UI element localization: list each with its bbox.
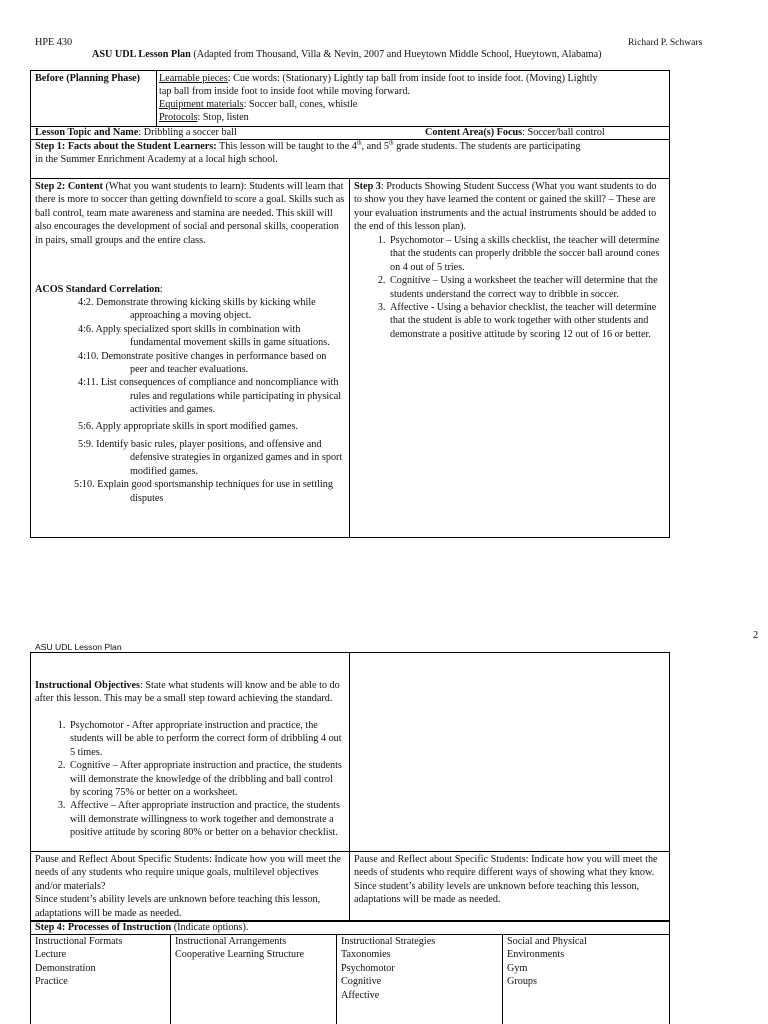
column-header: Instructional Arrangements bbox=[175, 936, 287, 947]
instructional-objectives: Instructional Objectives: State what students will know and be able to do after this lesson. This may be a small step toward achieving the standard. bbox=[35, 680, 340, 705]
instructional-formats-column bbox=[35, 935, 167, 989]
step3-item: 3. Affective - Using a behavior checklist, the teacher will determine that the student is able to work together with other students and demonstrate a positive attitude by scoring 12 out of 16 or better. bbox=[388, 301, 662, 341]
instructional-strategies-column bbox=[341, 935, 499, 1002]
step3-item: 2. Cognitive – Using a worksheet the teacher will determine that the students understand the correct way to dribble in soccer. bbox=[388, 274, 662, 301]
column-item: Taxonomies bbox=[341, 949, 391, 961]
step1-facts: Step 1: Facts about the Student Learners: This lesson will be taught to the 4th, and 5th grade students. The students are participating bbox=[35, 140, 581, 152]
column-header: Instructional Formats bbox=[35, 936, 123, 947]
column-item: Cognitive bbox=[341, 976, 382, 988]
step2-content: Step 2: Content (What you want students to learn): Students will learn that there is more to soccer than getting downfield to score a goal. Skills such as ball control, team mate awareness and stamina are needed. This skill will also encourages the development of social and personal skills, cooperation in pairs, small groups and the entire class. bbox=[35, 181, 345, 246]
acos-label: ACOS Standard Correlation: bbox=[35, 284, 163, 295]
step3-products: Step 3: Products Showing Student Success (What you want students to do to show you they have learned the content or gained the skill? – These are your evaluation instruments and the actual instruments should be added to the end of this lesson plan). bbox=[354, 181, 657, 233]
step1-facts-cont: in the Summer Enrichment Academy at a local high school. bbox=[35, 154, 278, 165]
column-item: Lecture bbox=[35, 949, 67, 961]
acos-item: 5:6. Apply appropriate skills in sport modified games. bbox=[78, 420, 298, 432]
learnable-pieces-cont: tap ball from inside foot to inside foot while moving forward. bbox=[159, 86, 410, 97]
step3-list bbox=[372, 234, 662, 341]
equipment-materials: Equipment materials: Soccer ball, cones, whistle bbox=[159, 99, 358, 110]
step3-item: 1. Psychomotor – Using a skills checklist, the teacher will determine that the students can properly dribble the soccer ball around cones on 4 out of 5 tries. bbox=[388, 234, 662, 274]
page-title: ASU UDL Lesson Plan (Adapted from Thousand, Villa & Nevin, 2007 and Hueytown Middle School, Hueytown, Alabama) bbox=[92, 49, 602, 60]
lesson-topic: Lesson Topic and Name: Dribbling a soccer ball bbox=[35, 127, 237, 138]
page2-header: ASU UDL Lesson Plan bbox=[35, 642, 122, 652]
protocols: Protocols: Stop, listen bbox=[159, 112, 249, 123]
before-planning-label: Before (Planning Phase) bbox=[35, 73, 141, 84]
instructional-arrangements-column bbox=[175, 935, 333, 962]
acos-item: 4:10. Demonstrate positive changes in performance based on peer and teacher evaluations. bbox=[78, 350, 327, 376]
content-area-focus: Content Area(s) Focus: Soccer/ball control bbox=[425, 127, 605, 138]
learnable-pieces: Learnable pieces: Cue words: (Stationary) Lightly tap ball from inside foot to inside foot. (Moving) Lightly bbox=[159, 73, 598, 84]
acos-item: 4:6. Apply specialized sport skills in combination with fundamental movement skills in game situations. bbox=[78, 323, 330, 349]
acos-list bbox=[60, 296, 345, 505]
objective-item: 1. Psychomotor - After appropriate instruction and practice, the students will be able to perform the correct form of dribbling 4 out 5 times. bbox=[68, 719, 342, 759]
column-item: Psychomotor bbox=[341, 962, 395, 974]
course-code: HPE 430 bbox=[35, 37, 73, 48]
author-name: Richard P. Schwars bbox=[628, 37, 703, 48]
social-physical-column bbox=[507, 935, 667, 989]
objectives-list bbox=[52, 719, 342, 840]
acos-item: 5:9. Identify basic rules, player positions, and offensive and defensive strategies in organized games and in sport modified games. bbox=[78, 439, 343, 477]
column-item: Gym bbox=[507, 962, 528, 974]
column-item: Groups bbox=[507, 976, 537, 988]
column-item: Affective bbox=[341, 989, 380, 1001]
objective-item: 3. Affective – After appropriate instruction and practice, the students will demonstrate willingness to work together and demonstrate a positive attitude by scoring 80% or better on a behavior checklist. bbox=[68, 799, 342, 839]
column-header: Instructional Strategies bbox=[341, 936, 436, 947]
acos-item: 4:11. List consequences of compliance and noncompliance with rules and regulations while participating in physical activities and games. bbox=[78, 377, 342, 416]
acos-item: 4:2. Demonstrate throwing kicking skills by kicking while approaching a moving object. bbox=[78, 297, 316, 322]
pause-reflect-right: Pause and Reflect about Specific Students: Indicate how you will meet the needs of students who require different ways of showing what they know. Since student’s ability levels are unknown before teaching this lesson, adaptations will be made as needed. bbox=[354, 854, 658, 906]
column-item: Demonstration bbox=[35, 962, 96, 974]
column-item: Practice bbox=[35, 976, 68, 988]
page-number: 2 bbox=[753, 630, 759, 641]
column-item: Environments bbox=[507, 949, 565, 961]
column-item: Cooperative Learning Structure bbox=[175, 949, 304, 961]
acos-item: 5:10. Explain good sportsmanship techniques for use in settling disputes bbox=[74, 479, 333, 504]
step4-processes: Step 4: Processes of Instruction (Indicate options). bbox=[35, 922, 249, 933]
column-header: Social and Physical bbox=[507, 936, 587, 947]
objective-item: 2. Cognitive – After appropriate instruction and practice, the students will demonstrate the knowledge of the dribbling and ball control by scoring 75% or better on a worksheet. bbox=[68, 759, 342, 799]
pause-reflect-left: Pause and Reflect About Specific Students: Indicate how you will meet the needs of any students who require unique goals, multilevel objectives and/or materials? Since student’s ability levels are unknown before teaching this lesson, adaptations will be made as needed. bbox=[35, 854, 341, 919]
